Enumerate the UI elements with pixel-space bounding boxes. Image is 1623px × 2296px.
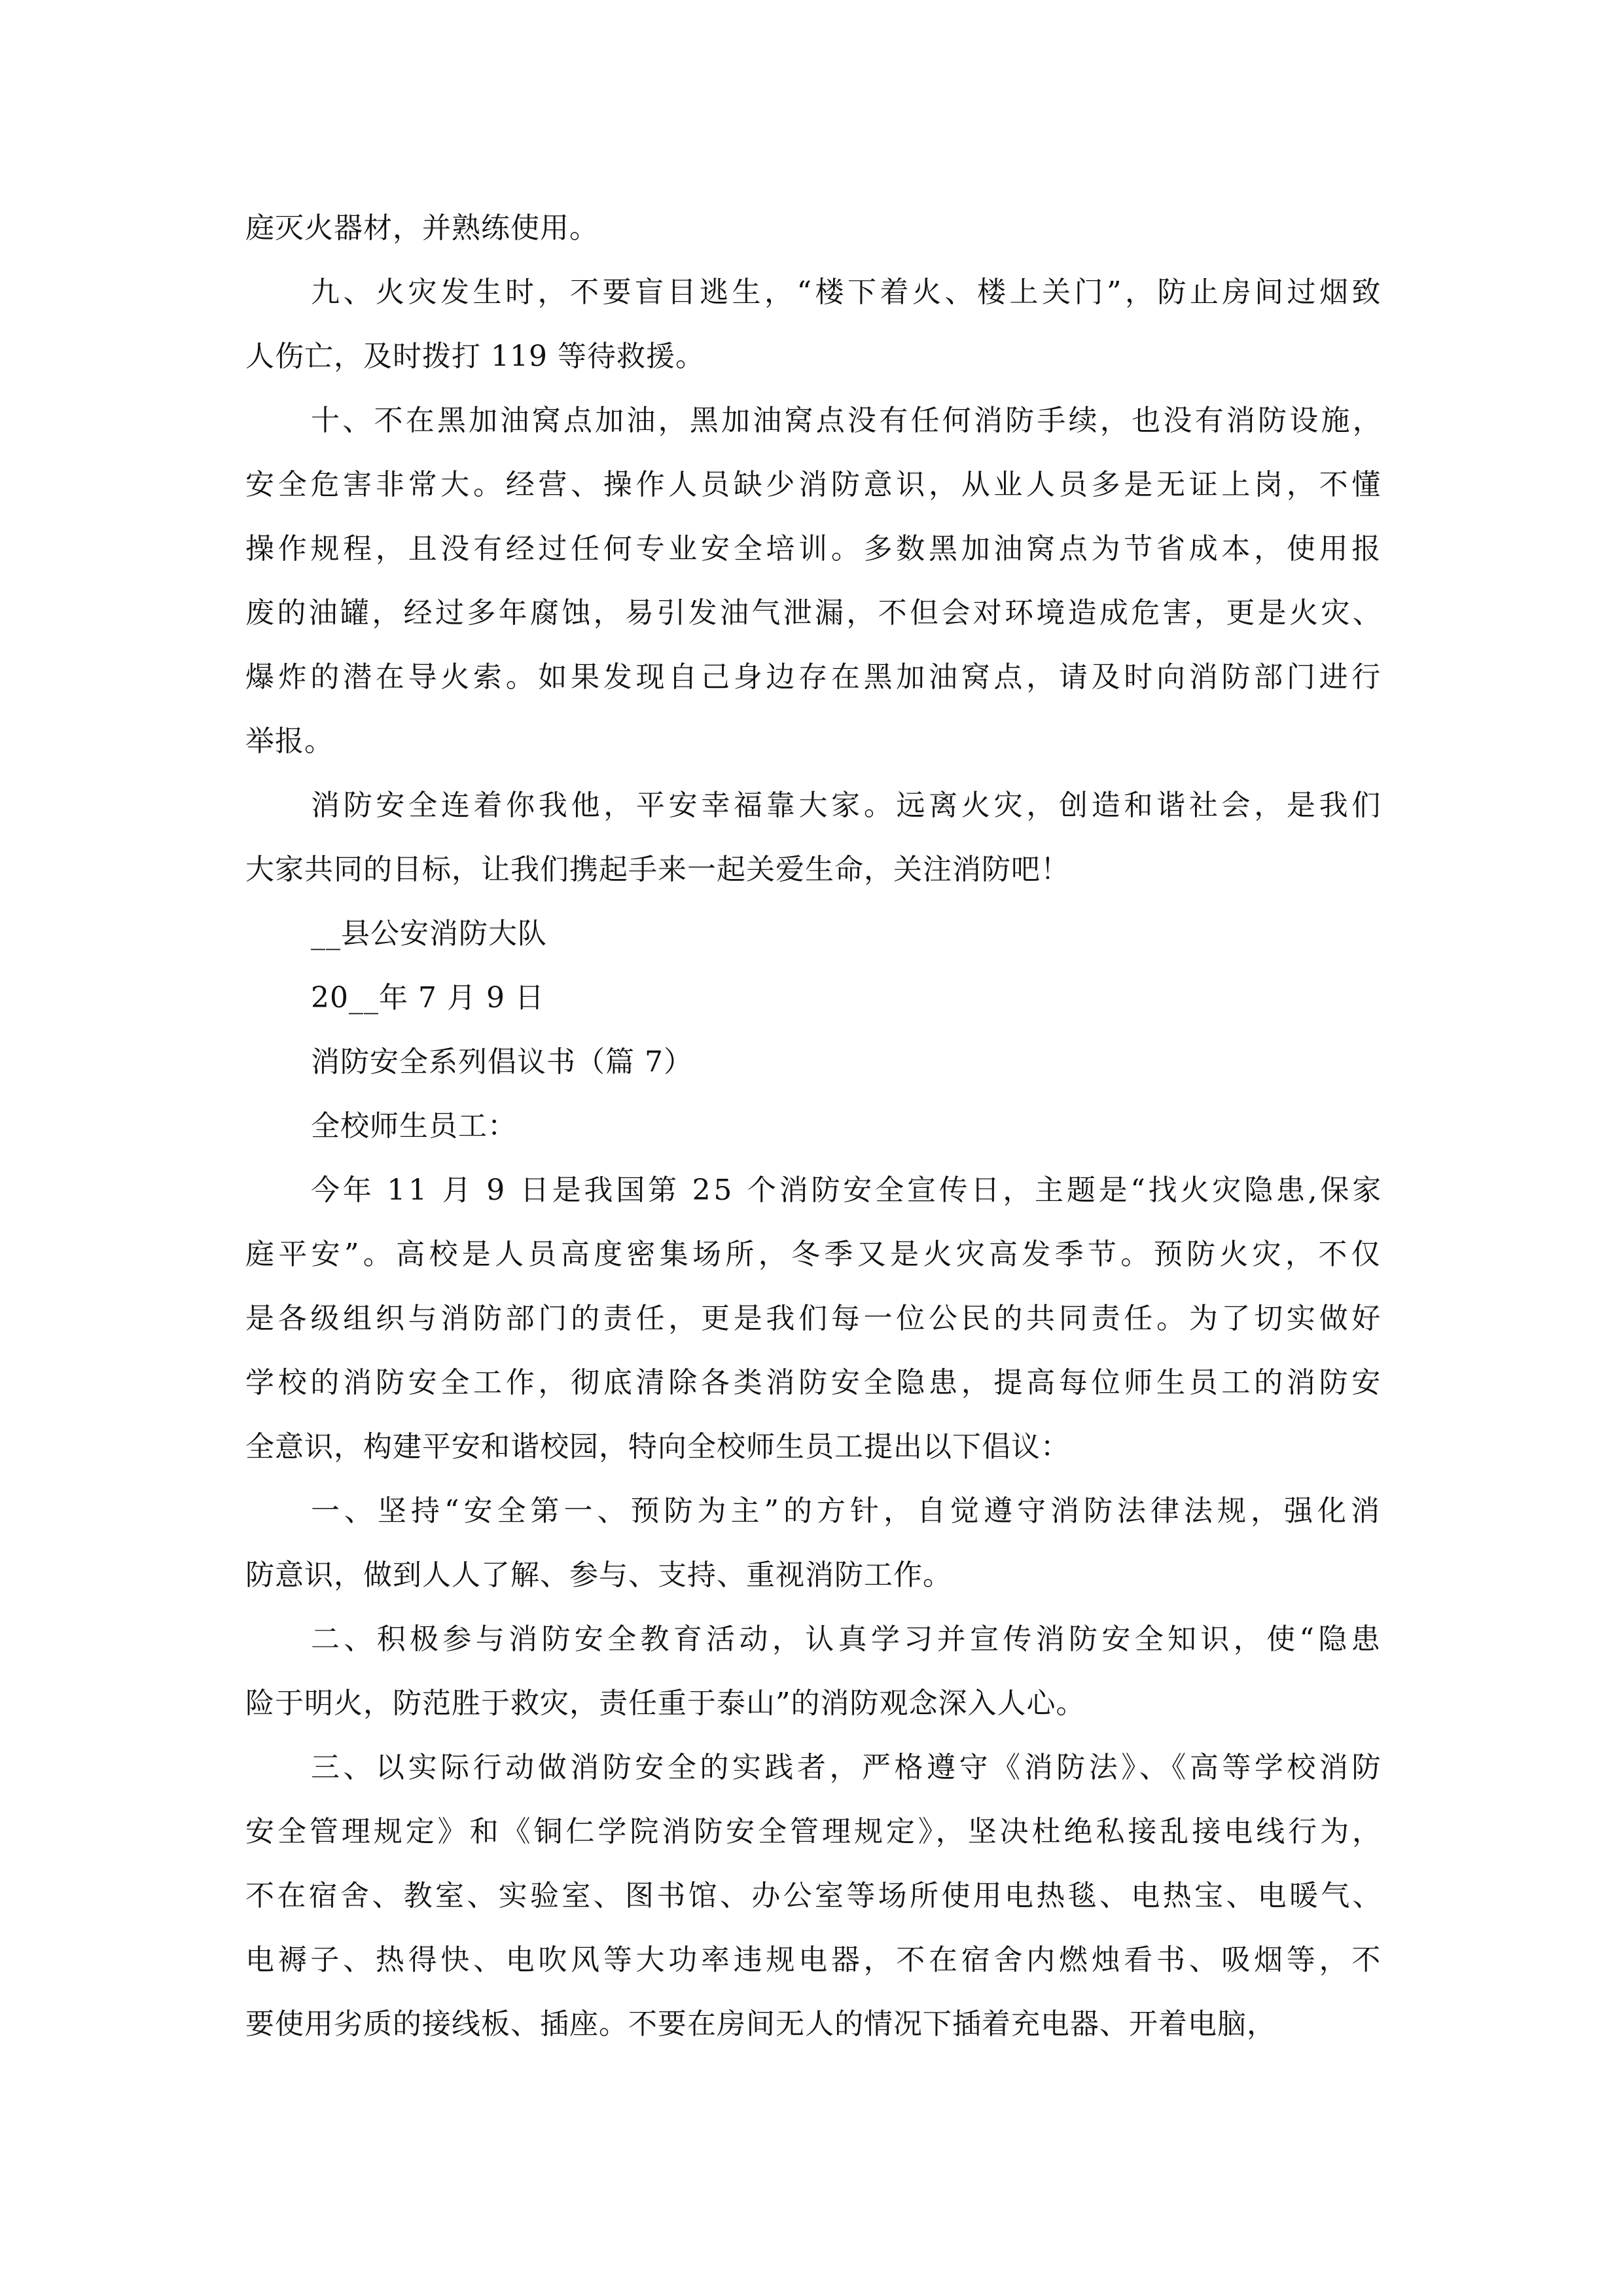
text-line: 安全危害非常大。经营、操作人员缺少消防意识，从业人员多是无证上岗，不懂: [245, 468, 1384, 501]
text-line: 废的油罐，经过多年腐蚀，易引发油气泄漏，不但会对环境造成危害，更是火灾、: [245, 596, 1384, 630]
text-line: 三、以实际行动做消防安全的实践者，严格遵守《消防法》、《高等学校消防: [311, 1751, 1384, 1784]
text-line: 电褥子、热得快、电吹风等大功率违规电器，不在宿舍内燃烛看书、吸烟等，不: [245, 1943, 1384, 1977]
paragraph: [245, 196, 1384, 260]
text-line: 险于明火，防范胜于救灾，责任重于泰山”的消防观念深入人心。: [245, 1687, 1086, 1720]
document-body: [245, 196, 1384, 2056]
text-line: 学校的消防安全工作，彻底清除各类消防安全隐患，提高每位师生员工的消防安: [245, 1366, 1384, 1399]
text-line: 举报。: [245, 725, 334, 758]
text-line: 爆炸的潜在导火索。如果发现自己身边存在黑加油窝点，请及时向消防部门进行: [245, 660, 1384, 694]
text-line: 操作规程，且没有经过任何专业安全培训。多数黑加油窝点为节省成本，使用报: [245, 532, 1384, 565]
text-line: 大家共同的目标，让我们携起手来一起关爱生命，关注消防吧！: [245, 853, 1070, 886]
text-line: 要使用劣质的接线板、插座。不要在房间无人的情况下插着充电器、开着电脑，: [245, 2007, 1276, 2041]
text-line: 九、火灾发生时，不要盲目逃生，“楼下着火、楼上关门”，防止房间过烟致: [311, 276, 1384, 309]
paragraph: [245, 1736, 1384, 2056]
text-line: 20__年 7 月 9 日: [311, 981, 544, 1014]
text-line: 人伤亡，及时拨打 119 等待救援。: [245, 340, 705, 373]
paragraph: [245, 1607, 1384, 1736]
text-line: 十、不在黑加油窝点加油，黑加油窝点没有任何消防手续，也没有消防设施，: [311, 404, 1384, 437]
text-line: 全意识，构建平安和谐校园，特向全校师生员工提出以下倡议：: [245, 1430, 1070, 1463]
paragraph: [245, 774, 1384, 902]
text-line: __县公安消防大队: [311, 917, 547, 950]
text-line: 防意识，做到人人了解、参与、支持、重视消防工作。: [245, 1558, 952, 1592]
text-line: 庭灭火器材，并熟练使用。: [245, 211, 599, 245]
text-line: 一、坚持“安全第一、预防为主”的方针，自觉遵守消防法律法规，强化消: [311, 1494, 1384, 1528]
text-line: 是各级组织与消防部门的责任，更是我们每一位公民的共同责任。为了切实做好: [245, 1302, 1384, 1335]
paragraph: [245, 260, 1384, 389]
text-line: 消防安全系列倡议书（篇 7）: [311, 1045, 693, 1079]
paragraph: [245, 1479, 1384, 1607]
text-line: 不在宿舍、教室、实验室、图书馆、办公室等场所使用电热毯、电热宝、电暖气、: [245, 1879, 1384, 1912]
paragraph: [245, 1094, 1384, 1158]
text-line: 消防安全连着你我他，平安幸福靠大家。远离火灾，创造和谐社会，是我们: [311, 789, 1384, 822]
paragraph: [245, 902, 1384, 966]
paragraph: [245, 1030, 1384, 1094]
text-line: 安全管理规定》和《铜仁学院消防安全管理规定》，坚决杜绝私接乱接电线行为，: [245, 1815, 1384, 1848]
text-line: 庭平安”。高校是人员高度密集场所，冬季又是火灾高发季节。预防火灾，不仅: [245, 1238, 1384, 1271]
text-line: 全校师生员工：: [311, 1109, 517, 1143]
paragraph: [245, 1158, 1384, 1479]
paragraph: [245, 389, 1384, 774]
paragraph: [245, 966, 1384, 1030]
text-line: 今年 11 月 9 日是我国第 25 个消防安全宣传日，主题是“找火灾隐患,保家: [311, 1174, 1384, 1207]
text-line: 二、积极参与消防安全教育活动，认真学习并宣传消防安全知识，使“隐患: [311, 1623, 1384, 1656]
